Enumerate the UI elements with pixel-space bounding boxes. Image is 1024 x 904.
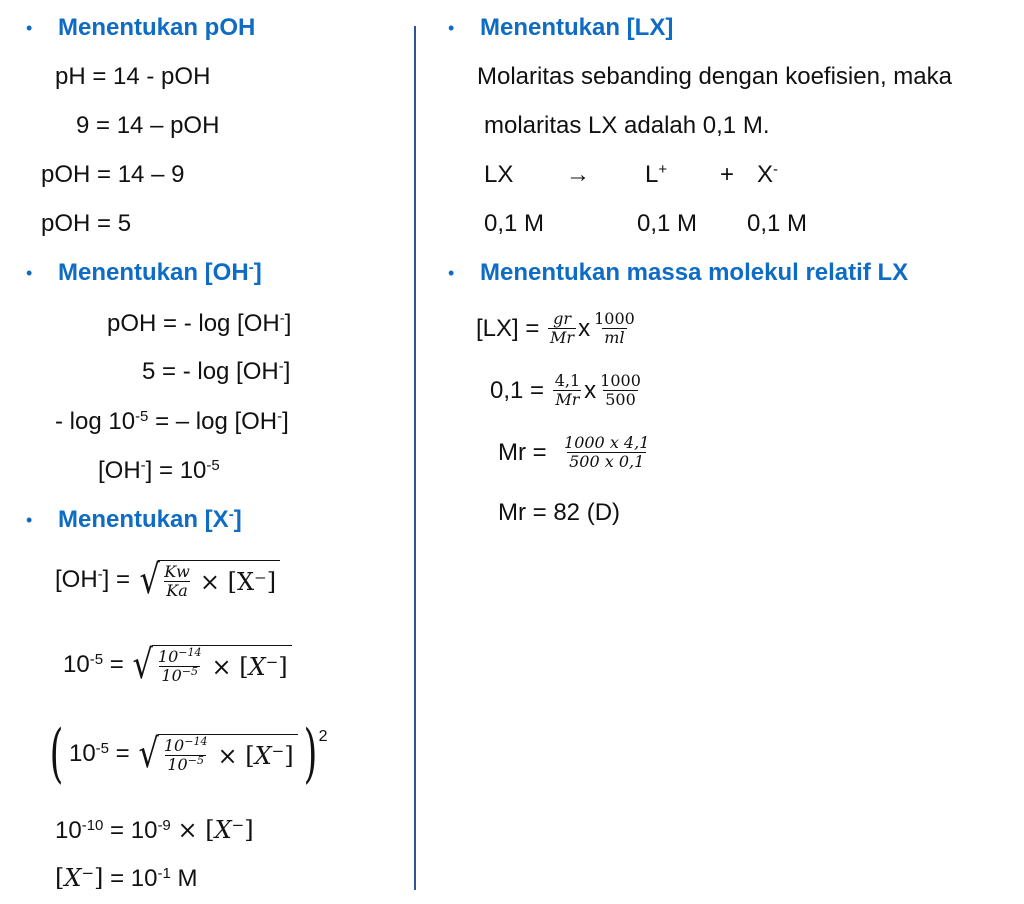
mr-equation-1: [LX] = $\frac{gr}{Mr}$ x $\frac{1000}{ml}$ bbox=[476, 309, 635, 347]
equation-line-6: $[X^-] = 10^{-1}$ M bbox=[55, 864, 198, 892]
lx-text-line-2: molaritas LX adalah 0,1 M. bbox=[484, 112, 770, 139]
poh-line-2: 9 = 14 – pOH bbox=[76, 112, 220, 139]
mr-equation-3: Mr = $\frac{1000 x 4,1}{500 x 0,1}$ bbox=[498, 433, 650, 471]
bullet-icon: • bbox=[26, 510, 33, 530]
oh-line-1: pOH = - log [OH-] bbox=[107, 310, 292, 337]
equation-squared: ( $10^{-5}$ = √ $\frac{10^{-14}}{10^{-5}}$ × [X−] ) 2 bbox=[49, 717, 328, 791]
conc-l: 0,1 M bbox=[637, 210, 698, 237]
oh-line-2: 5 = - log [OH-] bbox=[142, 358, 291, 385]
mr-equation-2: 0,1 = $\frac{4,1}{Mr}$ x $\frac{1000}{500}$ bbox=[490, 371, 641, 409]
equation-line-5: $10^{-10} = 10^{-9} \times [X^-]$ bbox=[55, 816, 254, 844]
reaction-lx: LX bbox=[484, 161, 514, 188]
bullet-icon: • bbox=[26, 263, 33, 283]
bullet-icon: • bbox=[448, 263, 455, 283]
poh-line-1: pH = 14 - pOH bbox=[55, 63, 211, 90]
conc-x: 0,1 M bbox=[747, 210, 808, 237]
heading-lx: Menentukan [LX] bbox=[480, 14, 674, 41]
heading-poh: Menentukan pOH bbox=[58, 14, 256, 41]
reaction-plus: + bbox=[720, 161, 735, 188]
heading-oh: Menentukan [OH-] bbox=[58, 259, 262, 286]
conc-lx: 0,1 M bbox=[484, 210, 545, 237]
lx-text-line-1: Molaritas sebanding dengan koefisien, maka bbox=[477, 63, 952, 90]
oh-line-3: - $\log 10^{-5}$ = – log [OH-] bbox=[55, 408, 289, 435]
mr-result: Mr = 82 (D) bbox=[498, 499, 621, 526]
equation-sqrt-2: $10^{-5}$ = √ $\frac{10^{-14}}{10^{-5}}$ × [X−] bbox=[63, 645, 292, 685]
poh-line-4: pOH = 5 bbox=[41, 210, 132, 237]
column-divider bbox=[414, 26, 416, 890]
heading-mr: Menentukan massa molekul relatif LX bbox=[480, 259, 909, 286]
reaction-arrow: → bbox=[566, 161, 590, 188]
bullet-icon: • bbox=[448, 18, 455, 38]
reaction-x-ion: X- bbox=[757, 161, 779, 188]
oh-line-4: $[OH^-] = 10^{-5}$ bbox=[98, 457, 220, 484]
equation-oh-sqrt: [OH-] = √ $\frac{Kw}{Ka}$ × [X⁻] bbox=[55, 560, 280, 600]
poh-line-3: pOH = 14 – 9 bbox=[41, 161, 185, 188]
heading-x: Menentukan [X-] bbox=[58, 506, 242, 533]
bullet-icon: • bbox=[26, 18, 33, 38]
reaction-l-ion: L+ bbox=[645, 161, 668, 188]
